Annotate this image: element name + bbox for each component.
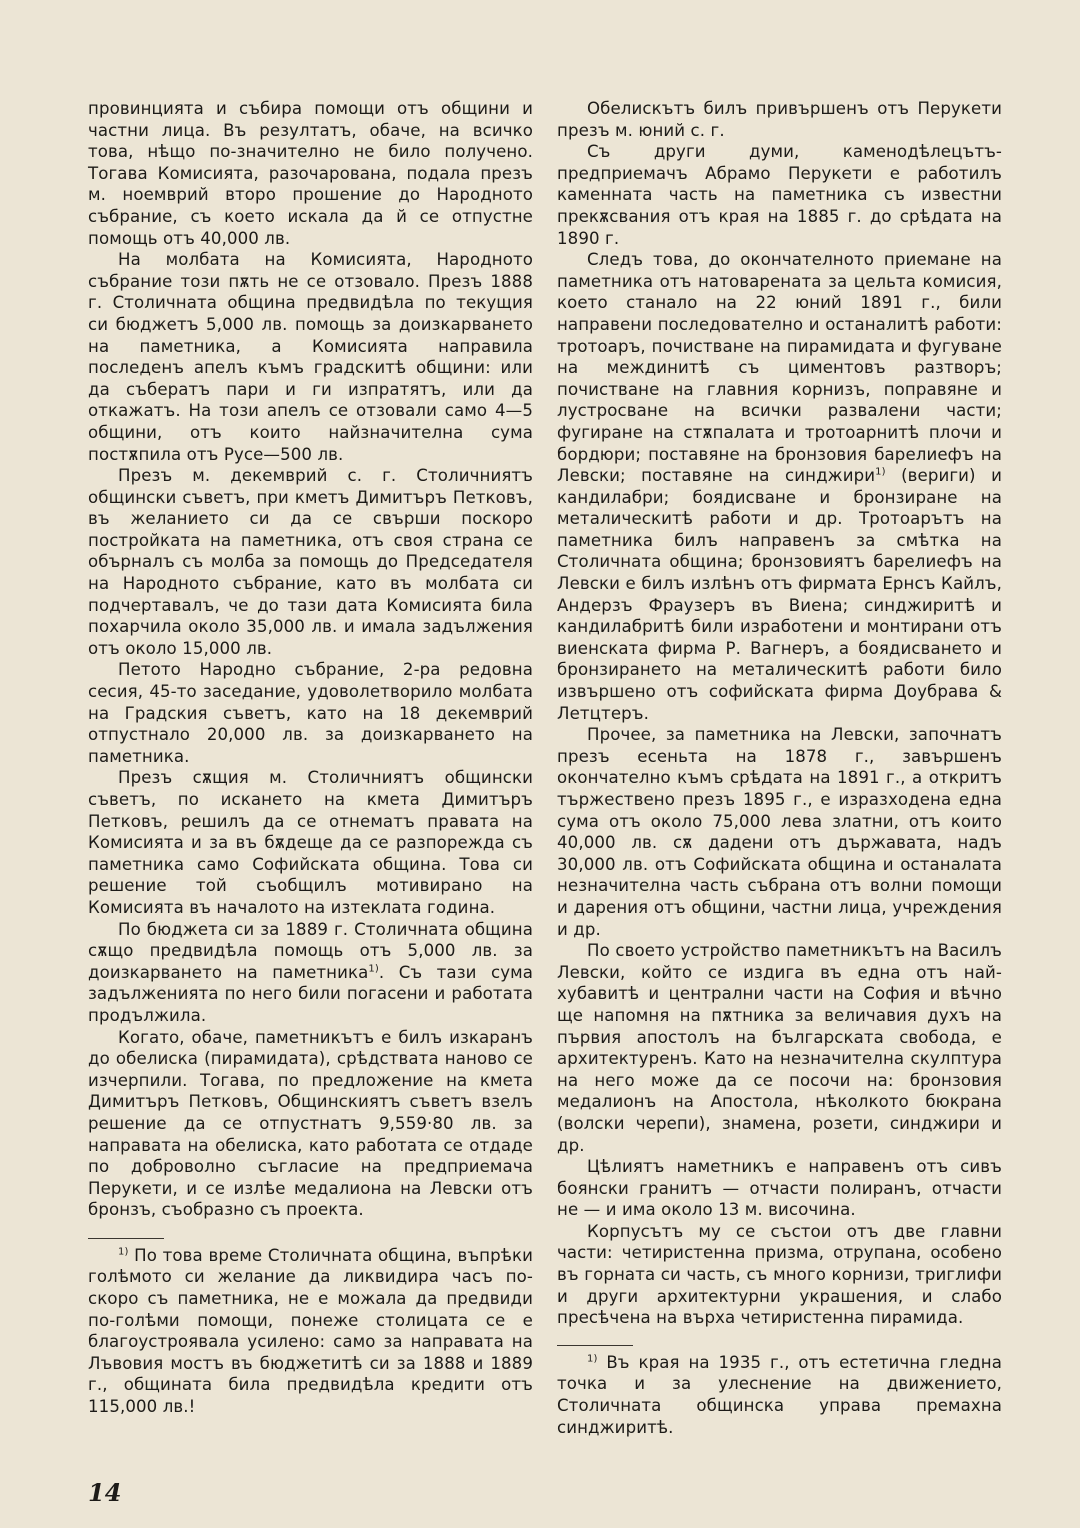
paragraph: Обелискътъ билъ привършенъ отъ Перукети презъ м. юний с. г. — [557, 99, 1002, 140]
paragraph: Презъ м. декемврий с. г. Столичниятъ общински съветъ, при кметъ Димитъръ Петковъ, въ желанието си да се свърши поскоро постройката на паметника, отъ своя страна се обърналъ съ молба за помощь до Председателя на Народното събрание, като въ молбата си подчертавалъ, че до тази дата Комисията била похарчила около 35,000 лв. и имала задължения отъ около 15,000 лв. — [88, 466, 533, 658]
paragraph: Корпусътъ му се състои отъ две главни части: четиристенна призма, отрупана, особено въ горната си часть, съ много корнизи, триглифи и други архитектурни украшения, и слабо пресѣчена на върха четиристенна пирамида. — [557, 1221, 1002, 1328]
page-number: 14 — [88, 1478, 122, 1507]
paragraph-text-continued: (вериги) и кандилабри; боядисване и бронзиране на металическитѣ работи и др. Тротоарътъ на паметника билъ направенъ за смѣтка на Столичната община; бронзовиятъ барелиефъ на Левски е билъ излѣнъ отъ фирмата Ернсъ Кайлъ, Андерзъ Фраузеръ въ Виена; синджиритѣ и кандилабритѣ били изработени и монтирани отъ виенската фирма Р. Вагнеръ, а боядисването и бронзирането на металическитѣ работи било извършено отъ софийската фирма Доубрава & Летцтеръ. — [557, 466, 1002, 723]
paragraph: По своето устройство паметникътъ на Василъ Левски, който се издига въ една отъ най-хубавитѣ и централни части на София и вѣчно ще напомня на пѫтника за величавия духъ на първия апостолъ на българската свобода, е архитектуренъ. Като на незначителна скулптура на него може да се посочи на: бронзовия медалионъ на Апостола, нѣколкото бюкрана (волски черепи), знамена, розети, синджири и др. — [557, 941, 1002, 1155]
footnote-reference: 1) — [875, 466, 886, 478]
footnote-divider — [88, 1238, 164, 1239]
footnote — [88, 1245, 533, 1418]
footnote-reference: 1) — [368, 963, 379, 975]
footnote — [557, 1352, 1002, 1438]
paragraph: Петото Народно събрание, 2-ра редовна сесия, 45-то заседание, удоволетворило молбата на Градския съветъ, като на 18 декемврий отпустнало 20,000 лв. за доизкарването на паметника. — [88, 660, 533, 766]
paragraph: Съ други думи, каменодѣлецътъ-предприемачъ Абрамо Перукети е работилъ каменната часть на паметника съ известни прекѫсвания отъ края на 1885 г. до срѣдата на 1890 г. — [557, 142, 1002, 248]
footnote-marker: 1) — [587, 1353, 598, 1365]
footnote-divider — [557, 1345, 633, 1346]
footnote-marker: 1) — [118, 1246, 129, 1258]
paragraph-text-continued: Съ тази сума задълженията по него били погасени и работата продължила. — [88, 962, 534, 1025]
paragraph: На молбата на Комисията, Народното събрание този пѫть не се отзовало. Презъ 1888 г. Столичната община предвидѣла по текущия си бюджетъ 5,000 лв. помощь за доизкарването на паметника, а Комисията направила последенъ апелъ къмъ градскитѣ общини: или да събератъ пари и ги изпратятъ, или да откажатъ. На този апелъ се отзовали само 4—5 общини, отъ които найзначителна сума постѫпила отъ Русе—500 лв. — [88, 250, 533, 464]
paragraph-text: Следъ това, до окончателното приемане на паметника отъ натоварената за цельта комисия, което станало на 22 юний 1891 г., били направени последователно и останалитѣ работи: тротоаръ, почистване на пирамидата и фугуване на междинитѣ съ циментовъ разтворъ; почистване на главния корнизъ, поправяне и лустросване на всички развалени части; фугиране на стѫпалата и тротоарнитѣ плочи и бордюри; поставяне на бронзовия барелиефъ на Левски; поставяне на синджири — [557, 250, 1002, 486]
paragraph-with-footnote: По бюджета си за 1889 г. Столичната община сѫщо предвидѣла помощь отъ 5,000 лв. за доизкарването на паметника$^{1)}$. Съ тази сума задълженията по него били погасени и работата продължила. — [88, 919, 534, 1025]
paragraph: Прочее, за паметника на Левски, започнатъ презъ есеньта на 1878 г., завършенъ окончателно къмъ срѣдата на 1891 г., а откритъ тържествено презъ 1895 г., е изразходена една сума отъ около 75,000 лева златни, отъ които 40,000 лв. сѫ дадени отъ държавата, надъ 30,000 лв. отъ Софийската община и останалата незначителна часть събрана отъ волни помощи и дарения отъ общини, частни лица, учреждения и др. — [557, 725, 1002, 939]
paragraph: Цѣлиятъ наметникъ е направенъ отъ сивъ боянски гранитъ — отчасти полиранъ, отчасти не — и има около 13 м. височина. — [557, 1157, 1002, 1220]
paragraph-with-footnote — [557, 249, 1002, 724]
right-column — [557, 98, 1002, 1438]
footnote-text: По това време Столичната община, въпрѣки голѣмото си желание да ликвидира часъ по-скоро съ паметника, не е можала да предвиди по-голѣми помощи, понеже столицата се е благоустроявала усилено: само за направата на Лъвовия мостъ въ бюджетитѣ си за 1888 и 1889 г., общината била предвидѣла кредити отъ 115,000 лв.! — [88, 1245, 534, 1417]
footnote-text: Въ края на 1935 г., отъ естетична гледна точка и за улеснение на движението, Столичната общинска управа премахна синджиритѣ. — [557, 1352, 1002, 1437]
left-column — [88, 98, 533, 1418]
paragraph-text: По бюджета си за 1889 г. Столичната община сѫщо предвидѣла помощь отъ 5,000 лв. за доизкарването на паметника — [88, 919, 533, 982]
paragraph: провинцията и събира помощи отъ общини и частни лица. Въ резултатъ, обаче, на всичко това, нѣщо по-значително не било получено. Тогава Комисията, разочарована, подала презъ м. ноемврий второ прошение до Народното събрание, съ което искала да й се отпустне помощь отъ 40,000 лв. — [88, 99, 533, 248]
paragraph: Когато, обаче, паметникътъ е билъ изкаранъ до обелиска (пирамидата), срѣдствата наново се изчерпили. Тогава, по предложение на кмета Димитъръ Петковъ, Общинскиятъ съветъ взелъ решение да се отпустнатъ 9,559·80 лв. за направата на обелиска, като работата се отдаде по доброволно съгласие на предприемача Перукети, и се излѣе медалиона на Левски отъ бронзъ, съобразно съ проекта. — [88, 1027, 533, 1220]
paragraph: Презъ сѫщия м. Столичниятъ общински съветъ, по искането на кмета Димитъръ Петковъ, решилъ да се отнематъ правата на Комисията и за въ бѫдеще да се разпорежда съ паметника само Софийската община. Това си решение той съобщилъ мотивирано на Комисията въ началото на изтеклата година. — [88, 768, 533, 917]
